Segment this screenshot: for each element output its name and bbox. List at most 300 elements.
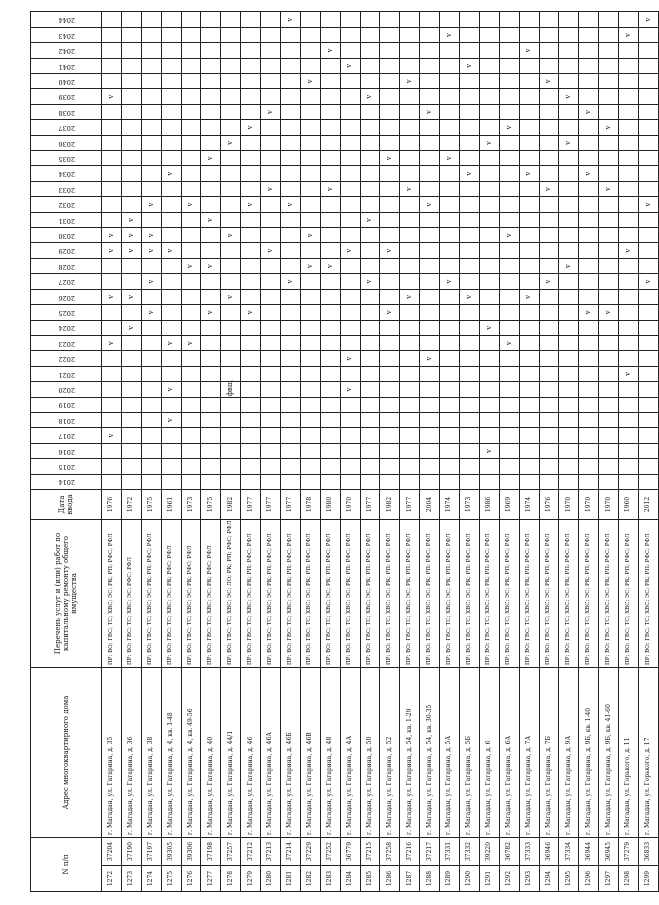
year-cell	[460, 104, 480, 119]
commission-date: 1977	[400, 489, 420, 519]
year-cell	[102, 151, 122, 166]
year-mark: v	[141, 243, 161, 258]
year-cell	[539, 320, 559, 335]
year-cell	[161, 12, 181, 27]
year-cell	[479, 228, 499, 243]
year-cell	[579, 289, 599, 304]
year-cell	[320, 197, 340, 212]
year-cell	[340, 305, 360, 320]
year-cell	[121, 89, 141, 104]
year-cell	[440, 443, 460, 458]
year-cell	[281, 212, 301, 227]
year-mark: v	[479, 443, 499, 458]
year-cell	[380, 27, 400, 42]
table-row	[519, 12, 539, 892]
year-cell	[102, 443, 122, 458]
year-mark: v	[479, 135, 499, 150]
year-cell	[102, 459, 122, 474]
year-cell	[639, 58, 659, 73]
works-list: ПР; ВО; ГВС; ТС; ХВС; ЭС; РК; РП; РФС; РФЛ	[340, 519, 360, 667]
table-row	[559, 12, 579, 892]
year-cell	[639, 135, 659, 150]
year-cell	[579, 228, 599, 243]
year-cell	[559, 243, 579, 258]
year-cell	[141, 351, 161, 366]
year-cell	[201, 382, 221, 397]
year-cell	[201, 89, 221, 104]
year-cell	[241, 474, 261, 489]
year-mark: v	[102, 243, 122, 258]
year-mark: v	[599, 305, 619, 320]
year-cell	[479, 397, 499, 412]
year-cell	[201, 135, 221, 150]
year-cell	[559, 181, 579, 196]
year-cell	[141, 151, 161, 166]
year-cell	[479, 27, 499, 42]
year-mark: v	[141, 197, 161, 212]
year-cell	[579, 382, 599, 397]
house-id: 37229	[300, 837, 320, 865]
year-cell	[440, 228, 460, 243]
year-cell	[440, 305, 460, 320]
year-cell	[420, 58, 440, 73]
year-cell	[380, 289, 400, 304]
year-cell	[261, 397, 281, 412]
year-cell	[121, 135, 141, 150]
year-cell	[579, 274, 599, 289]
year-cell	[102, 412, 122, 427]
house-address: г. Магадан, ул. Гагарина, д. 54, кв. 30-35	[420, 667, 440, 837]
year-cell	[619, 397, 639, 412]
year-cell	[519, 443, 539, 458]
year-cell	[479, 289, 499, 304]
year-cell	[360, 397, 380, 412]
year-cell	[440, 289, 460, 304]
house-address: г. Магадан, ул. Гагарина, д. 46	[241, 667, 261, 837]
year-cell	[261, 12, 281, 27]
year-cell	[420, 274, 440, 289]
year-mark: v	[201, 151, 221, 166]
commission-date: 1977	[281, 489, 301, 519]
year-cell	[241, 335, 261, 350]
year-cell	[499, 382, 519, 397]
year-cell	[440, 197, 460, 212]
year-cell	[559, 366, 579, 381]
year-cell	[261, 27, 281, 42]
year-cell	[619, 228, 639, 243]
table-row	[460, 12, 480, 892]
year-cell	[599, 43, 619, 58]
year-cell	[121, 274, 141, 289]
table-row	[181, 12, 201, 892]
year-cell	[479, 428, 499, 443]
year-cell	[479, 335, 499, 350]
year-mark: v	[360, 274, 380, 289]
year-cell	[221, 197, 241, 212]
works-list: ПР; ВО; ГВС; ТС; ХВС; ЭС; РК; РП; РФС; РФЛ	[400, 519, 420, 667]
year-cell	[619, 74, 639, 89]
year-cell	[479, 305, 499, 320]
year-cell	[420, 120, 440, 135]
year-cell	[460, 27, 480, 42]
year-cell	[201, 104, 221, 119]
year-cell	[281, 228, 301, 243]
row-number: 1294	[539, 866, 559, 892]
year-cell	[360, 474, 380, 489]
year-mark: v	[440, 151, 460, 166]
year-cell	[539, 397, 559, 412]
year-cell	[121, 74, 141, 89]
house-id: 39305	[161, 837, 181, 865]
year-cell	[102, 212, 122, 227]
year-cell	[539, 335, 559, 350]
year-cell	[241, 181, 261, 196]
works-list: ПР; ВО; ГВС; ТС; ХВС; ЭС; РК; РФС; РФЛ	[161, 519, 181, 667]
year-mark: v	[161, 412, 181, 427]
year-cell	[121, 443, 141, 458]
header-year: 2044	[31, 12, 102, 27]
year-cell	[440, 397, 460, 412]
year-cell	[579, 474, 599, 489]
header-year: 2042	[31, 43, 102, 58]
year-cell	[599, 166, 619, 181]
year-cell	[300, 382, 320, 397]
year-cell	[559, 382, 579, 397]
commission-date: 1975	[201, 489, 221, 519]
year-cell	[161, 104, 181, 119]
year-cell	[579, 443, 599, 458]
year-cell	[380, 335, 400, 350]
year-cell	[380, 212, 400, 227]
year-cell	[639, 181, 659, 196]
house-id: 37334	[559, 837, 579, 865]
year-mark: v	[300, 258, 320, 273]
year-cell	[420, 366, 440, 381]
year-cell	[102, 366, 122, 381]
year-cell	[201, 228, 221, 243]
year-mark: v	[281, 12, 301, 27]
header-year: 2019	[31, 397, 102, 412]
works-list: ПР; ВО; ГВС; ТС; ХВС; ЭС; РК; РП; РФС; РФЛ	[320, 519, 340, 667]
year-cell	[619, 104, 639, 119]
year-mark: v	[340, 243, 360, 258]
table-row	[102, 12, 122, 892]
year-cell	[221, 397, 241, 412]
year-mark: v	[241, 197, 261, 212]
year-cell	[519, 382, 539, 397]
year-cell	[141, 135, 161, 150]
year-cell	[161, 135, 181, 150]
year-cell	[420, 181, 440, 196]
year-cell	[400, 58, 420, 73]
year-cell	[400, 258, 420, 273]
year-cell	[639, 412, 659, 427]
year-mark: v	[639, 197, 659, 212]
year-cell	[102, 74, 122, 89]
header-year: 2020	[31, 382, 102, 397]
year-cell	[102, 12, 122, 27]
year-cell	[340, 212, 360, 227]
row-number: 1298	[619, 866, 639, 892]
year-mark: v	[380, 243, 400, 258]
year-cell	[559, 27, 579, 42]
year-mark: v	[320, 181, 340, 196]
house-address: г. Магадан, ул. Гагарина, д. 52	[380, 667, 400, 837]
year-mark: v	[121, 320, 141, 335]
year-cell	[221, 181, 241, 196]
header-year: 2035	[31, 151, 102, 166]
year-cell	[380, 166, 400, 181]
year-cell	[102, 58, 122, 73]
year-cell	[619, 212, 639, 227]
year-mark: v	[320, 258, 340, 273]
year-cell	[579, 135, 599, 150]
year-cell	[559, 228, 579, 243]
table-row	[201, 12, 221, 892]
year-cell	[400, 166, 420, 181]
year-mark: v	[559, 89, 579, 104]
year-mark: v	[181, 197, 201, 212]
year-cell	[539, 197, 559, 212]
year-cell	[300, 474, 320, 489]
year-cell	[360, 181, 380, 196]
year-cell	[420, 320, 440, 335]
scanned-page	[30, 12, 652, 892]
year-cell	[579, 335, 599, 350]
year-cell	[201, 43, 221, 58]
header-year: 2017	[31, 428, 102, 443]
commission-date: 1977	[241, 489, 261, 519]
year-cell	[181, 181, 201, 196]
year-cell	[460, 382, 480, 397]
year-cell	[400, 305, 420, 320]
year-cell	[400, 104, 420, 119]
year-cell	[599, 12, 619, 27]
year-cell	[221, 335, 241, 350]
year-cell	[619, 351, 639, 366]
year-cell	[281, 181, 301, 196]
year-cell	[420, 474, 440, 489]
year-mark: v	[479, 320, 499, 335]
house-address: г. Магадан, ул. Гагарина, д. 6	[479, 667, 499, 837]
year-cell	[440, 428, 460, 443]
year-mark: v	[141, 305, 161, 320]
year-cell	[599, 459, 619, 474]
year-cell	[380, 474, 400, 489]
year-cell	[201, 351, 221, 366]
year-cell	[281, 27, 301, 42]
year-cell	[320, 459, 340, 474]
table-row	[261, 12, 281, 892]
year-cell	[400, 320, 420, 335]
year-cell	[201, 443, 221, 458]
house-id: 39306	[181, 837, 201, 865]
year-cell	[499, 58, 519, 73]
year-cell	[102, 474, 122, 489]
year-cell	[599, 443, 619, 458]
header-year: 2027	[31, 274, 102, 289]
year-cell	[460, 89, 480, 104]
year-mark: v	[400, 74, 420, 89]
year-cell	[221, 43, 241, 58]
year-cell	[599, 135, 619, 150]
rotated-document	[30, 12, 652, 892]
year-mark: v	[499, 120, 519, 135]
year-cell	[380, 135, 400, 150]
year-cell	[440, 135, 460, 150]
year-cell	[300, 89, 320, 104]
year-mark: v	[360, 89, 380, 104]
year-cell	[201, 428, 221, 443]
year-cell	[221, 412, 241, 427]
row-number: 1277	[201, 866, 221, 892]
year-cell	[320, 382, 340, 397]
works-list: ПР; ВО; ГВС; ТС; ХВС; ЭС; РК; РП; РФС; РФЛ	[241, 519, 261, 667]
year-cell	[519, 243, 539, 258]
year-cell	[141, 412, 161, 427]
house-id: 37258	[380, 837, 400, 865]
year-cell	[360, 166, 380, 181]
year-cell	[380, 320, 400, 335]
year-cell	[300, 243, 320, 258]
house-address: г. Магадан, ул. Гагарина, д. 46В	[300, 667, 320, 837]
year-cell	[320, 166, 340, 181]
house-id: 39220	[479, 837, 499, 865]
year-cell	[519, 151, 539, 166]
header-year: 2018	[31, 412, 102, 427]
house-address: г. Магадан, ул. Гагарина, д. 7Б	[539, 667, 559, 837]
year-cell	[102, 27, 122, 42]
header-year: 2032	[31, 197, 102, 212]
year-cell	[539, 151, 559, 166]
year-cell	[460, 305, 480, 320]
year-cell	[499, 135, 519, 150]
commission-date: 1977	[261, 489, 281, 519]
year-cell	[420, 459, 440, 474]
works-list: ПР; ВО; ГВС; ТС; ХВС; ЭС; РК; РП; РФС; РФЛ	[261, 519, 281, 667]
year-cell	[201, 181, 221, 196]
year-cell	[201, 197, 221, 212]
header-year: 2030	[31, 228, 102, 243]
year-cell	[499, 89, 519, 104]
year-cell	[559, 120, 579, 135]
header-date: Дата ввода	[31, 489, 102, 519]
works-list: ПР; ВО; ГВС; ТС; ХВС; ЭС; РК; РП; РФС; РФЛ	[479, 519, 499, 667]
header-year: 2025	[31, 305, 102, 320]
commission-date: 1970	[340, 489, 360, 519]
year-cell	[161, 212, 181, 227]
year-cell	[619, 382, 639, 397]
house-id: 37279	[619, 837, 639, 865]
year-cell	[599, 58, 619, 73]
year-cell	[539, 382, 559, 397]
year-cell	[420, 27, 440, 42]
year-cell	[360, 289, 380, 304]
year-mark: v	[181, 258, 201, 273]
year-mark: v	[141, 274, 161, 289]
year-cell	[221, 320, 241, 335]
year-cell	[519, 459, 539, 474]
year-cell	[300, 166, 320, 181]
year-cell	[619, 58, 639, 73]
year-cell	[201, 27, 221, 42]
year-cell	[340, 12, 360, 27]
year-cell	[261, 412, 281, 427]
year-cell	[460, 412, 480, 427]
year-cell	[639, 443, 659, 458]
house-id: 37331	[440, 837, 460, 865]
works-list: ПР; ВО; ГВС; ТС; ХВС; ЭС; РК; РП; РФС; РФЛ	[639, 519, 659, 667]
year-cell	[599, 382, 619, 397]
year-cell	[261, 382, 281, 397]
house-id: 36782	[499, 837, 519, 865]
year-cell	[121, 258, 141, 273]
year-cell	[539, 104, 559, 119]
year-mark: v	[539, 274, 559, 289]
year-cell	[559, 397, 579, 412]
year-cell	[102, 351, 122, 366]
year-cell	[161, 58, 181, 73]
commission-date: 1973	[460, 489, 480, 519]
year-cell	[400, 382, 420, 397]
year-cell	[360, 151, 380, 166]
year-cell	[141, 120, 161, 135]
year-cell	[579, 397, 599, 412]
year-mark: v	[201, 212, 221, 227]
commission-date: 1977	[360, 489, 380, 519]
year-cell	[161, 397, 181, 412]
row-number: 1282	[300, 866, 320, 892]
works-list: ПР; ВО; ГВС; ТС; ХВС; ЭС; РК; РП; РФС; РФЛ	[420, 519, 440, 667]
year-cell	[519, 274, 539, 289]
year-cell	[201, 120, 221, 135]
year-cell	[440, 459, 460, 474]
year-cell	[539, 120, 559, 135]
works-list: ПР; ВО; ГВС; ТС; ХВС; ЭС; РК; РП; РФС; РФЛ	[440, 519, 460, 667]
table-row	[320, 12, 340, 892]
year-mark: v	[161, 335, 181, 350]
year-cell	[479, 58, 499, 73]
year-cell	[539, 428, 559, 443]
year-cell	[320, 366, 340, 381]
year-cell	[599, 212, 619, 227]
year-cell	[281, 443, 301, 458]
year-cell	[241, 135, 261, 150]
year-mark: v	[121, 289, 141, 304]
year-cell	[460, 12, 480, 27]
year-cell	[320, 274, 340, 289]
year-cell	[141, 58, 161, 73]
year-cell	[440, 258, 460, 273]
year-cell	[102, 43, 122, 58]
header-year: 2036	[31, 135, 102, 150]
year-cell	[400, 351, 420, 366]
table-row	[420, 12, 440, 892]
year-cell	[261, 459, 281, 474]
year-cell	[599, 27, 619, 42]
year-cell	[539, 366, 559, 381]
year-cell	[102, 181, 122, 196]
row-number: 1273	[121, 866, 141, 892]
year-mark: v	[221, 289, 241, 304]
house-id: 37214	[281, 837, 301, 865]
year-mark: v	[360, 212, 380, 227]
year-cell	[161, 443, 181, 458]
year-cell	[261, 120, 281, 135]
year-cell	[479, 243, 499, 258]
year-cell	[241, 58, 261, 73]
commission-date: 1960	[619, 489, 639, 519]
